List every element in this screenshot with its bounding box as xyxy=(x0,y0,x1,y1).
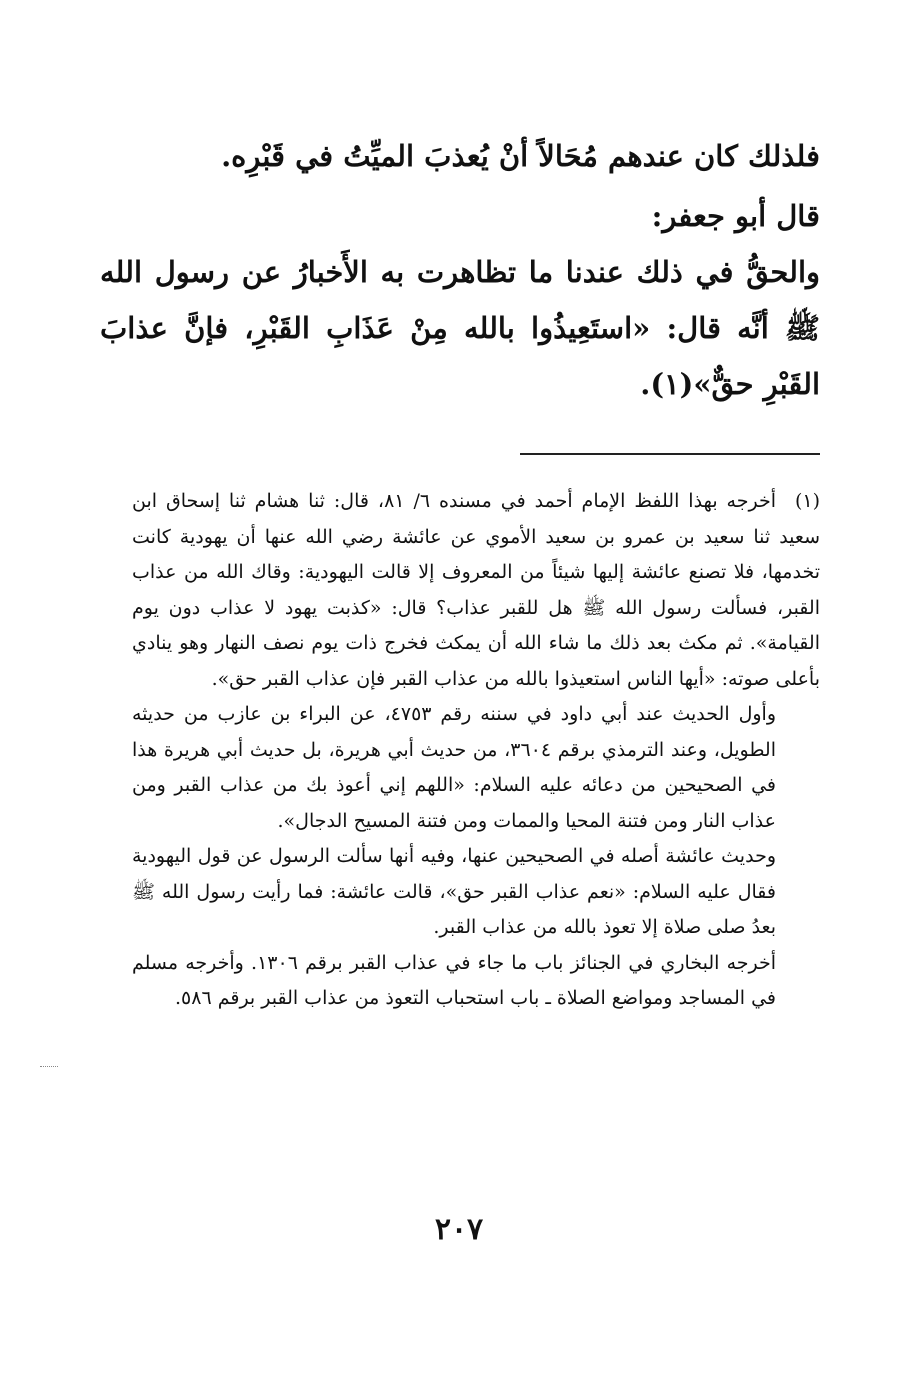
main-text xyxy=(100,128,820,412)
body-line-1: فلذلك كان عندهم مُحَالاً أنْ يُعذبَ الميِّتُ في قَبْرِه. xyxy=(221,139,820,173)
footnote-separator xyxy=(520,453,820,455)
footnotes xyxy=(132,484,820,1017)
section-heading: قال أبو جعفر: xyxy=(651,199,820,233)
footnote-1 xyxy=(132,484,820,697)
footnote-paragraph-3: وحديث عائشة أصله في الصحيحين عنها، وفيه أنها سألت الرسول عن قول اليهودية فقال عليه السلام: «نعم عذاب القبر حق»، قالت عائشة: فما رأيت رسول الله ﷺ بعدُ صلى صلاة إلا تعوذ بالله من عذاب القبر. xyxy=(132,845,776,938)
body-paragraph: والحقُّ في ذلك عندنا ما تظاهرت به الأَخبارُ عن رسول الله ﷺ أنَّه قال: «استَعِيذُوا بالله مِنْ عَذَابِ القَبْرِ، فإنَّ عذابَ القَبْرِ حقٌّ»(١). xyxy=(100,255,820,401)
footnote-1-text: أخرجه بهذا اللفظ الإمام أحمد في مسنده ٦/ ٨١، قال: ثنا هشام ثنا إسحاق ابن سعيد ثنا سعيد بن عمرو بن سعيد الأموي عن عائشة رضي الله عنها أن يهودية كانت تخدمها، فلا تصنع عائشة إليها شيئاً من المعروف إلا قالت اليهودية: وقاك الله من عذاب القبر، فسألت رسول الله ﷺ هل للقبر عذاب؟ قال: «كذبت يهود لا عذاب دون يوم القيامة». ثم مكث بعد ذلك ما شاء الله أن يمكث فخرج ذات يوم نصف النهار وهو ينادي بأعلى صوته: «أيها الناس استعيذوا بالله من عذاب القبر فإن عذاب القبر حق». xyxy=(132,490,820,690)
page-number: ٢٠٧ xyxy=(434,1212,484,1247)
scan-edge-mark xyxy=(40,1066,58,1067)
footnote-number: (١) xyxy=(794,490,820,512)
footnote-paragraph-2: وأول الحديث عند أبي داود في سننه رقم ٤٧٥٣، عن البراء بن عازب من حديثه الطويل، وعند الترمذي برقم ٣٦٠٤، من حديث أبي هريرة، بل حديث أبي هريرة هذا في الصحيحين من دعائه عليه السلام: «اللهم إني أعوذ بك من عذاب القبر ومن عذاب النار ومن فتنة المحيا والممات ومن فتنة المسيح الدجال». xyxy=(132,703,776,832)
footnote-paragraph-4: أخرجه البخاري في الجنائز باب ما جاء في عذاب القبر برقم ١٣٠٦. وأخرجه مسلم في المساجد ومواضع الصلاة ـ باب استحباب التعوذ من عذاب القبر برقم ٥٨٦. xyxy=(132,951,777,1009)
